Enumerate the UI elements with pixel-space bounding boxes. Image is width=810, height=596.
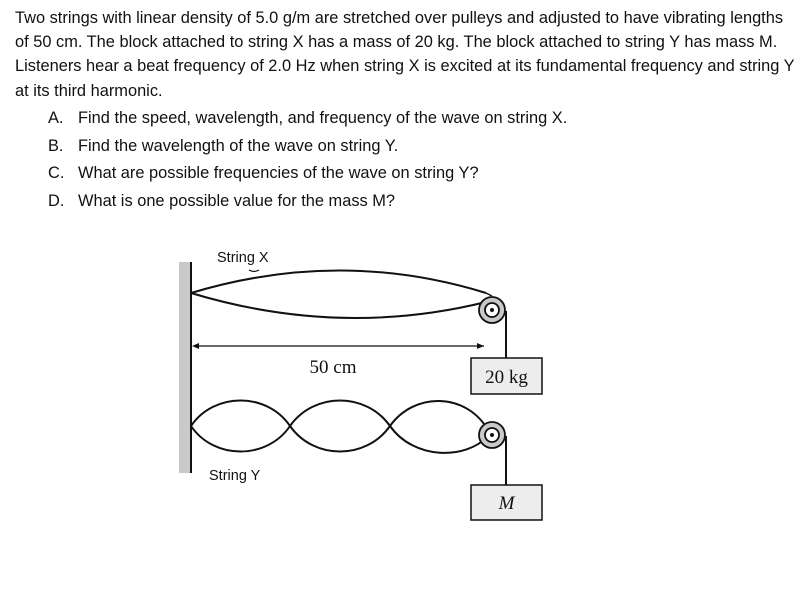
string-y-upper [191,401,488,431]
string-y-label: String Y [209,468,261,484]
length-label: 50 cm [309,357,357,378]
wall [179,262,191,473]
question-text: What are possible frequencies of the wave on string Y? [78,164,479,183]
question-letter: D. [48,191,65,210]
question-text: What is one possible value for the mass M? [78,191,396,210]
pulley-x-axle [490,308,494,312]
pulley-y-axle [490,433,494,437]
string-x-lower [191,293,486,318]
question-text: Find the wavelength of the wave on string Y. [78,136,399,155]
question-letter: B. [48,136,64,155]
string-x-label-pointer [249,270,259,272]
block-y-label: M [498,493,515,514]
string-y-lower [191,426,488,453]
block-x-label: 20 kg [485,367,528,388]
string-x-to-pulley [486,293,492,296]
string-x-label: String X [217,250,269,266]
question-letter: C. [48,164,65,183]
question-letter: A. [48,109,64,128]
problem-statement: Two strings with linear density of 5.0 g/m are stretched over pulleys and adjusted to have vibrating lengths of 50 cm. The block attached to string X has a mass of 20 kg. The block attached to string Y has mass M. Listeners hear a beat frequency of 2.0 Hz when string X is excited at its fundamental frequency and string Y at its third harmonic. [15,9,795,100]
question-text: Find the speed, wavelength, and frequency of the wave on string X. [78,109,568,128]
string-x [191,271,486,294]
length-arrow-left-head [192,343,199,349]
